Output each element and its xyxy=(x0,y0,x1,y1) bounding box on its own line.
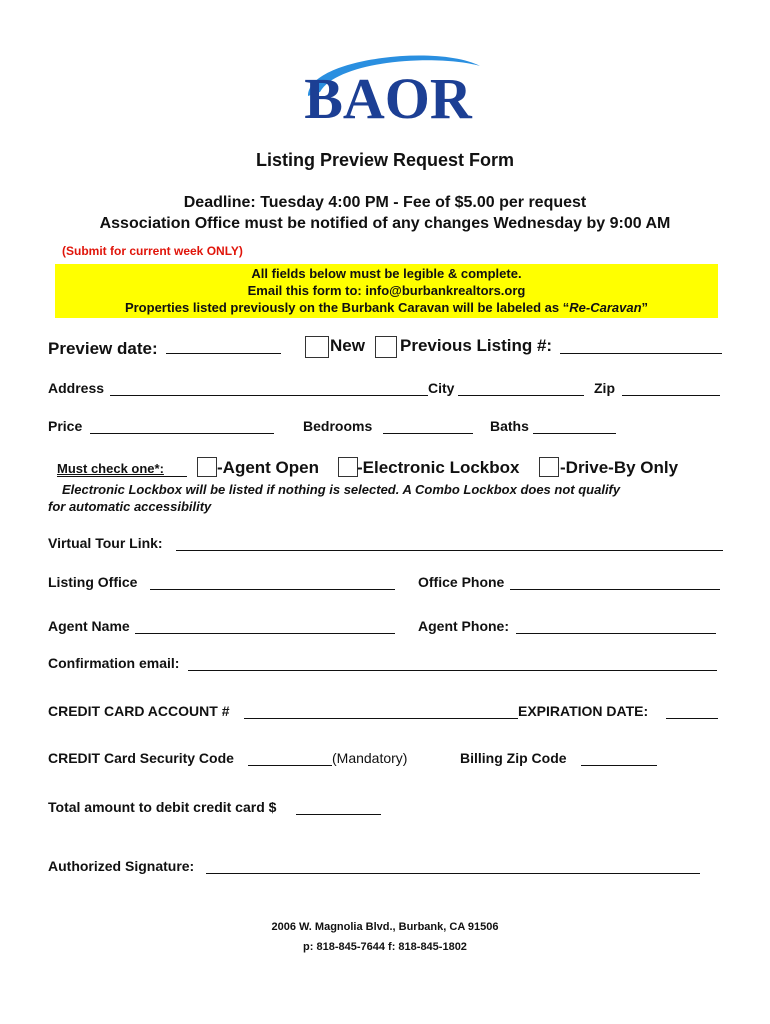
must-check-underline xyxy=(57,476,187,477)
confirmation-email-field[interactable] xyxy=(188,670,717,671)
electronic-lockbox-label: -Electronic Lockbox xyxy=(357,458,520,477)
baths-field[interactable] xyxy=(533,433,616,434)
city-label: City xyxy=(428,380,455,396)
address-field[interactable] xyxy=(110,395,428,396)
lockbox-note-line-2: for automatic accessibility xyxy=(48,499,212,514)
virtual-tour-label: Virtual Tour Link: xyxy=(48,535,163,551)
city-field[interactable] xyxy=(458,395,584,396)
bedrooms-label: Bedrooms xyxy=(303,418,373,434)
agent-name-label: Agent Name xyxy=(48,618,130,634)
bedrooms-field[interactable] xyxy=(383,433,473,434)
listing-office-field[interactable] xyxy=(150,589,395,590)
office-phone-field[interactable] xyxy=(510,589,720,590)
lockbox-note xyxy=(48,481,732,515)
total-amount-label: Total amount to debit credit card $ xyxy=(48,799,277,815)
virtual-tour-field[interactable] xyxy=(176,550,723,551)
agent-phone-field[interactable] xyxy=(516,633,716,634)
mandatory-note: (Mandatory) xyxy=(332,750,408,766)
signature-label: Authorized Signature: xyxy=(48,858,195,874)
new-label: New xyxy=(330,336,365,355)
agent-open-checkbox[interactable] xyxy=(197,457,217,477)
zip-label: Zip xyxy=(594,380,615,396)
drive-by-checkbox[interactable] xyxy=(539,457,559,477)
previous-listing-label: Previous Listing #: xyxy=(400,336,553,355)
zip-field[interactable] xyxy=(622,395,720,396)
notice-line-1: All fields below must be legible & complete. xyxy=(251,266,522,281)
preview-date-field[interactable] xyxy=(166,353,281,354)
new-checkbox[interactable] xyxy=(305,336,329,358)
previous-listing-checkbox[interactable] xyxy=(375,336,397,358)
electronic-lockbox-checkbox[interactable] xyxy=(338,457,358,477)
agent-open-label: -Agent Open xyxy=(217,458,319,477)
listing-office-label: Listing Office xyxy=(48,574,138,590)
expiration-label: EXPIRATION DATE: xyxy=(518,703,649,719)
office-phone-label: Office Phone xyxy=(418,574,505,590)
association-notice: Association Office must be notified of any changes Wednesday by 9:00 AM xyxy=(99,215,671,232)
baths-label: Baths xyxy=(490,418,529,434)
lockbox-note-line-1: Electronic Lockbox will be listed if nothing is selected. A Combo Lockbox does not qualify xyxy=(62,482,621,497)
address-label: Address xyxy=(48,380,105,396)
notice-line-2: Email this form to: info@burbankrealtors.org xyxy=(247,283,526,298)
footer-phones: p: 818-845-7644 f: 818-845-1802 xyxy=(303,941,467,953)
footer-address: 2006 W. Magnolia Blvd., Burbank, CA 91506 xyxy=(271,921,499,933)
expiration-field[interactable] xyxy=(666,718,718,719)
notice-line-3 xyxy=(55,300,718,315)
recaravan-label: Re-Caravan xyxy=(569,300,642,315)
price-field[interactable] xyxy=(90,433,274,434)
total-amount-field[interactable] xyxy=(296,814,381,815)
drive-by-label: -Drive-By Only xyxy=(560,458,679,477)
submit-note: (Submit for current week ONLY) xyxy=(62,244,243,258)
notice-line-3-prefix: Properties listed previously on the Burbank Caravan will be labeled as “ xyxy=(124,300,570,315)
form-title: Listing Preview Request Form xyxy=(255,150,515,170)
agent-name-field[interactable] xyxy=(135,633,395,634)
notice-box xyxy=(55,264,718,318)
billing-zip-field[interactable] xyxy=(581,765,657,766)
price-label: Price xyxy=(48,418,83,434)
cc-security-label: CREDIT Card Security Code xyxy=(48,750,234,766)
signature-field[interactable] xyxy=(206,873,700,874)
deadline-text: Deadline: Tuesday 4:00 PM - Fee of $5.00 per request xyxy=(183,194,587,211)
baor-logo xyxy=(288,48,488,130)
logo-text: BAOR xyxy=(304,66,472,130)
agent-phone-label: Agent Phone: xyxy=(418,618,509,634)
previous-listing-field[interactable] xyxy=(560,353,722,354)
preview-date-label: Preview date: xyxy=(48,339,158,358)
cc-security-field[interactable] xyxy=(248,765,332,766)
billing-zip-label: Billing Zip Code xyxy=(460,750,567,766)
notice-line-3-suffix: ” xyxy=(641,300,649,315)
cc-account-field[interactable] xyxy=(244,718,518,719)
cc-account-label: CREDIT CARD ACCOUNT # xyxy=(48,703,230,719)
confirmation-email-label: Confirmation email: xyxy=(48,655,180,671)
must-check-one-label: Must check one*: xyxy=(57,461,164,476)
